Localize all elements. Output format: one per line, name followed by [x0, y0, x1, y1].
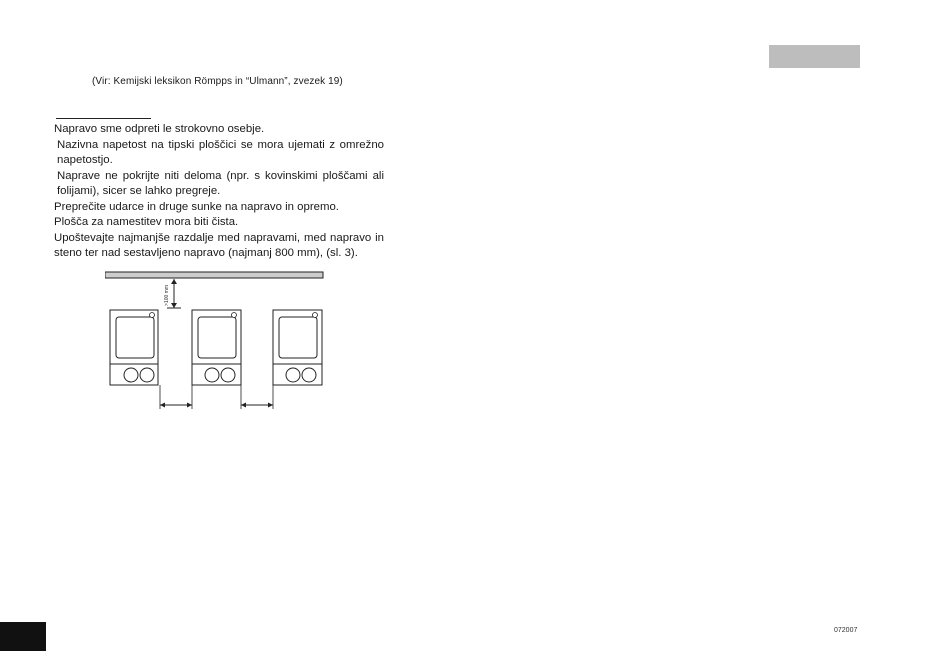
note-3: Naprave ne pokrijte niti deloma (npr. s kovinskimi ploščami ali folijami), sicer se lahko pregreje. [57, 169, 384, 197]
safety-notes [54, 122, 384, 262]
page-code: 072007 [834, 627, 858, 634]
page-edge-marker [0, 622, 46, 651]
device-unit-1 [110, 310, 158, 385]
note-1: Napravo sme odpreti le strokovno osebje. [54, 123, 265, 135]
side-clearance-dimension-1 [160, 385, 192, 409]
device-unit-3 [273, 310, 322, 385]
top-clearance-label: >100 mm [164, 285, 170, 306]
note-4: Preprečite udarce in druge sunke na napravo in opremo. [54, 200, 339, 213]
note-2: Nazivna napetost na tipski ploščici se mora ujemati z omrežno napetostjo. [57, 138, 384, 166]
source-citation: (Vir: Kemijski leksikon Römpps in “Ulmann”, zvezek 19) [92, 76, 343, 87]
side-clearance-dimension-2 [241, 385, 273, 409]
shelf-plate [105, 272, 323, 278]
separator-rule [56, 118, 151, 119]
note-5: Plošča za namestitev mora biti čista. [54, 216, 239, 228]
device-unit-2 [192, 310, 241, 385]
note-6: Upoštevajte najmanjše razdalje med napravami, med napravo in steno ter nad sestavljeno napravo (najmanj 800 mm), (sl. 3). [54, 231, 384, 259]
clearance-figure [105, 268, 327, 413]
section-tab-marker [769, 45, 860, 68]
